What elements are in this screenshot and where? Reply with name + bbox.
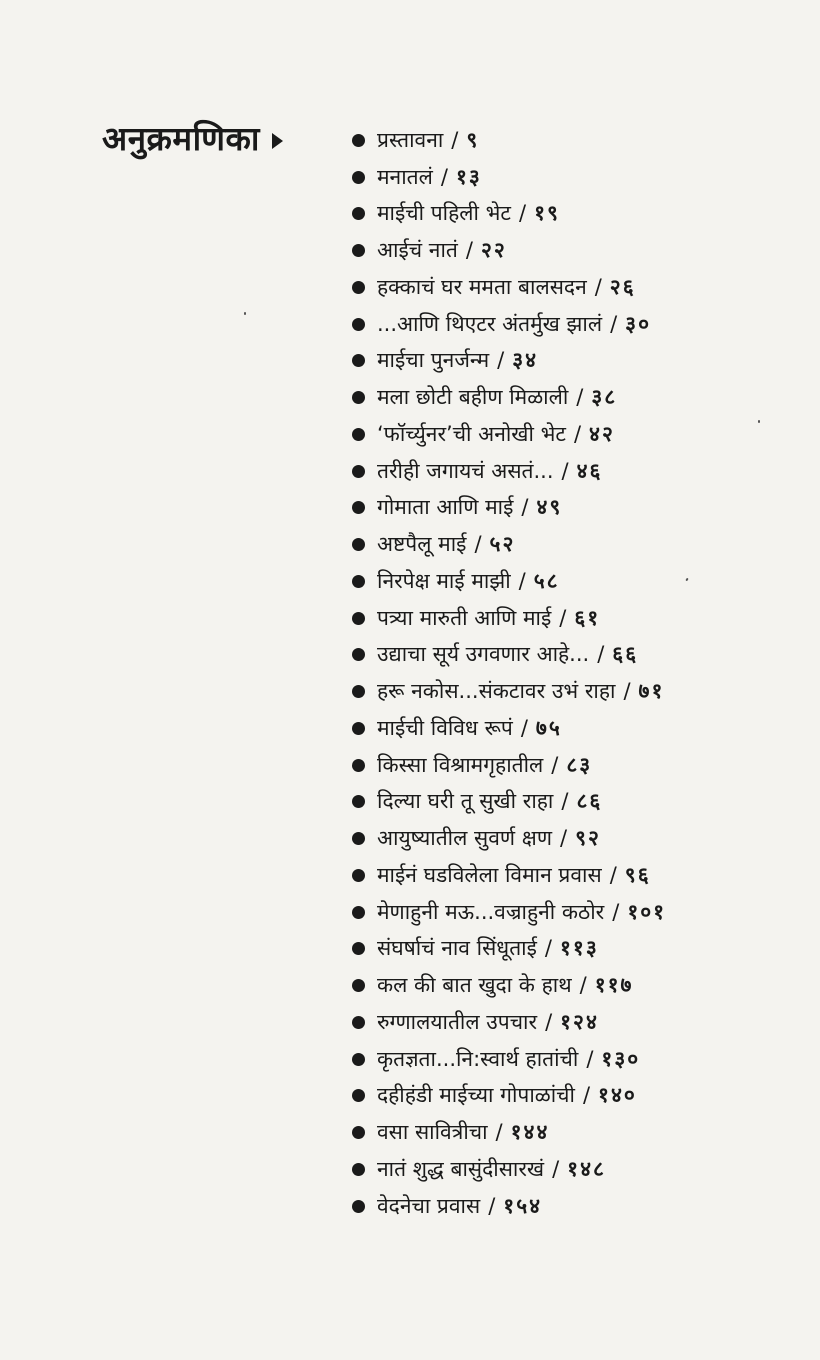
table-of-contents (352, 122, 666, 1225)
toc-entry-title: कल की बात खुदा के हाथ (377, 973, 572, 998)
toc-entry-title: दहीहंडी माईच्या गोपाळांची (377, 1083, 575, 1108)
toc-entry-title: मेणाहुनी मऊ...वज्राहुनी कठोर (377, 899, 605, 924)
toc-separator: / (440, 164, 448, 189)
toc-entry (352, 857, 666, 894)
toc-entry (352, 710, 666, 747)
bullet-icon (352, 538, 365, 551)
toc-entry (352, 600, 666, 637)
toc-entry (352, 196, 666, 233)
toc-entry (352, 894, 666, 931)
bullet-icon (352, 1163, 365, 1176)
toc-entry-title: आयुष्यातील सुवर्ण क्षण (377, 826, 553, 851)
toc-entry-title: गोमाता आणि माई (377, 495, 514, 520)
bullet-icon (352, 1126, 365, 1139)
toc-separator: / (586, 1046, 594, 1071)
toc-page-number: २२ (480, 238, 507, 263)
toc-separator: / (610, 311, 618, 336)
toc-entry-title: नातं शुद्ध बासुंदीसारखं (377, 1156, 545, 1181)
toc-entry-title: मला छोटी बहीण मिळाली (377, 385, 569, 410)
paper-speck (244, 312, 246, 315)
toc-entry (352, 1078, 666, 1115)
page-title: अनुक्रमणिका (102, 119, 260, 158)
toc-entry-title: निरपेक्ष माई माझी (377, 568, 511, 593)
toc-page-number: ५८ (533, 568, 560, 593)
bullet-icon (352, 942, 365, 955)
toc-separator: / (488, 1193, 496, 1218)
toc-entry (352, 269, 666, 306)
toc-separator: / (551, 752, 559, 777)
bullet-icon (352, 575, 365, 588)
toc-entry-title: दिल्या घरी तू सुखी राहा (377, 789, 554, 814)
toc-page-number: १९ (534, 201, 560, 226)
toc-separator: / (612, 899, 620, 924)
toc-separator: / (465, 238, 473, 263)
toc-page-number: ६६ (612, 642, 639, 667)
toc-entry (352, 967, 666, 1004)
toc-entry (352, 931, 666, 968)
toc-entry (352, 637, 666, 674)
toc-page-number: ७१ (638, 679, 665, 704)
toc-entry-title: मनातलं (377, 164, 433, 189)
paper-speck (685, 578, 688, 582)
toc-separator: / (545, 1009, 553, 1034)
toc-separator: / (623, 679, 631, 704)
toc-page-number: ७५ (535, 715, 562, 740)
toc-page-number: १२४ (560, 1009, 599, 1034)
toc-page-number: २६ (609, 274, 636, 299)
toc-page-number: १४० (598, 1083, 637, 1108)
toc-page-number: ९६ (624, 862, 651, 887)
bullet-icon (352, 906, 365, 919)
toc-page-number: ९२ (575, 826, 601, 851)
toc-entry (352, 1114, 666, 1151)
bullet-icon (352, 1089, 365, 1102)
toc-entry-title: माईनं घडविलेला विमान प्रवास (377, 862, 602, 887)
toc-entry-title: पत्र्या मारुती आणि माई (377, 605, 552, 630)
toc-page-number: ११७ (594, 973, 634, 998)
toc-entry-title: माईची विविध रूपं (377, 715, 513, 740)
toc-separator: / (544, 936, 552, 961)
toc-entry (352, 453, 666, 490)
toc-separator: / (451, 127, 459, 152)
toc-entry (352, 747, 666, 784)
bullet-icon (352, 612, 365, 625)
toc-entry-title: ...आणि थिएटर अंतर्मुख झालं (377, 311, 603, 336)
toc-page-number: ८६ (576, 789, 603, 814)
toc-entry-title: हरू नकोस...संकटावर उभं राहा (377, 679, 616, 704)
toc-entry-title: तरीही जगायचं असतं... (377, 458, 554, 483)
toc-entry (352, 416, 666, 453)
toc-entry (352, 379, 666, 416)
toc-entry (352, 1151, 666, 1188)
toc-entry-title: आईचं नातं (377, 238, 458, 263)
toc-separator: / (597, 642, 605, 667)
arrow-right-icon (272, 133, 283, 149)
toc-separator: / (518, 568, 526, 593)
toc-entry-title: माईची पहिली भेट (377, 201, 511, 226)
toc-entry-title: माईचा पुनर्जन्म (377, 348, 490, 373)
toc-entry-title: वेदनेचा प्रवास (377, 1193, 481, 1218)
toc-separator: / (609, 862, 617, 887)
toc-entry-title: उद्याचा सूर्य उगवणार आहे... (377, 642, 590, 667)
toc-entry (352, 1188, 666, 1225)
bullet-icon (352, 685, 365, 698)
toc-entry-title: संघर्षाचं नाव सिंधूताई (377, 936, 537, 961)
toc-page-number: ८३ (566, 752, 593, 777)
bullet-icon (352, 648, 365, 661)
paper-speck (758, 420, 760, 423)
toc-entry-title: ‘फॉर्च्युनर’ची अनोखी भेट (377, 421, 566, 446)
bullet-icon (352, 171, 365, 184)
toc-page-number: ६१ (574, 605, 601, 630)
toc-page-number: ९ (466, 127, 480, 152)
toc-separator: / (560, 826, 568, 851)
toc-page-number: ४६ (576, 458, 603, 483)
toc-entry-title: किस्सा विश्रामगृहातील (377, 752, 544, 777)
toc-entry (352, 1041, 666, 1078)
toc-entry (352, 232, 666, 269)
bullet-icon (352, 1200, 365, 1213)
toc-separator: / (474, 532, 482, 557)
toc-page-number: ४२ (589, 421, 615, 446)
bullet-icon (352, 244, 365, 257)
toc-page-number: ५२ (489, 532, 516, 557)
toc-separator: / (495, 1120, 503, 1145)
toc-page-number: १३० (601, 1046, 641, 1071)
bullet-icon (352, 465, 365, 478)
toc-separator: / (594, 274, 602, 299)
toc-entry-title: हक्काचं घर ममता बालसदन (377, 274, 587, 299)
toc-entry (352, 526, 666, 563)
toc-separator: / (497, 348, 505, 373)
toc-entry (352, 820, 666, 857)
toc-separator: / (552, 1156, 560, 1181)
toc-separator: / (579, 973, 587, 998)
toc-separator: / (573, 421, 582, 446)
toc-entry (352, 159, 666, 196)
toc-entry (352, 563, 666, 600)
bullet-icon (352, 1016, 365, 1029)
bullet-icon (352, 759, 365, 772)
toc-separator: / (518, 201, 527, 226)
toc-entry (352, 122, 666, 159)
toc-entry-title: प्रस्तावना (377, 127, 444, 152)
toc-page-number: १४८ (567, 1156, 606, 1181)
toc-entry-title: अष्टपैलू माई (377, 532, 467, 557)
toc-entry (352, 784, 666, 821)
toc-page-number: १५४ (503, 1193, 543, 1218)
bullet-icon (352, 354, 365, 367)
toc-page-number: १४४ (510, 1120, 550, 1145)
toc-page-number: ३४ (512, 348, 539, 373)
bullet-icon (352, 1053, 365, 1066)
bullet-icon (352, 428, 365, 441)
toc-entry (352, 1004, 666, 1041)
toc-separator: / (561, 458, 569, 483)
bullet-icon (352, 134, 365, 147)
toc-entry-title: कृतज्ञता...नि:स्वार्थ हातांची (377, 1046, 579, 1071)
toc-separator: / (520, 715, 528, 740)
toc-entry (352, 343, 666, 380)
toc-heading (102, 119, 283, 158)
toc-entry-title: रुग्णालयातील उपचार (377, 1009, 538, 1034)
toc-separator: / (559, 605, 567, 630)
toc-page-number: ३० (625, 311, 652, 336)
bullet-icon (352, 391, 365, 404)
toc-entry (352, 673, 666, 710)
bullet-icon (352, 979, 365, 992)
toc-entry-title: वसा सावित्रीचा (377, 1120, 488, 1145)
bullet-icon (352, 795, 365, 808)
toc-entry (352, 490, 666, 527)
bullet-icon (352, 722, 365, 735)
bullet-icon (352, 281, 365, 294)
toc-entry (352, 306, 666, 343)
toc-page-number: ४९ (536, 495, 563, 520)
bullet-icon (352, 869, 365, 882)
toc-page-number: ३८ (591, 385, 618, 410)
toc-page-number: १०१ (627, 899, 667, 924)
bullet-icon (352, 318, 365, 331)
toc-page-number: ११३ (560, 936, 599, 961)
bullet-icon (352, 207, 365, 220)
bullet-icon (352, 501, 365, 514)
toc-separator: / (521, 495, 529, 520)
toc-page-number: १३ (455, 164, 482, 189)
toc-separator: / (576, 385, 584, 410)
toc-separator: / (582, 1083, 591, 1108)
bullet-icon (352, 832, 365, 845)
toc-separator: / (561, 789, 569, 814)
